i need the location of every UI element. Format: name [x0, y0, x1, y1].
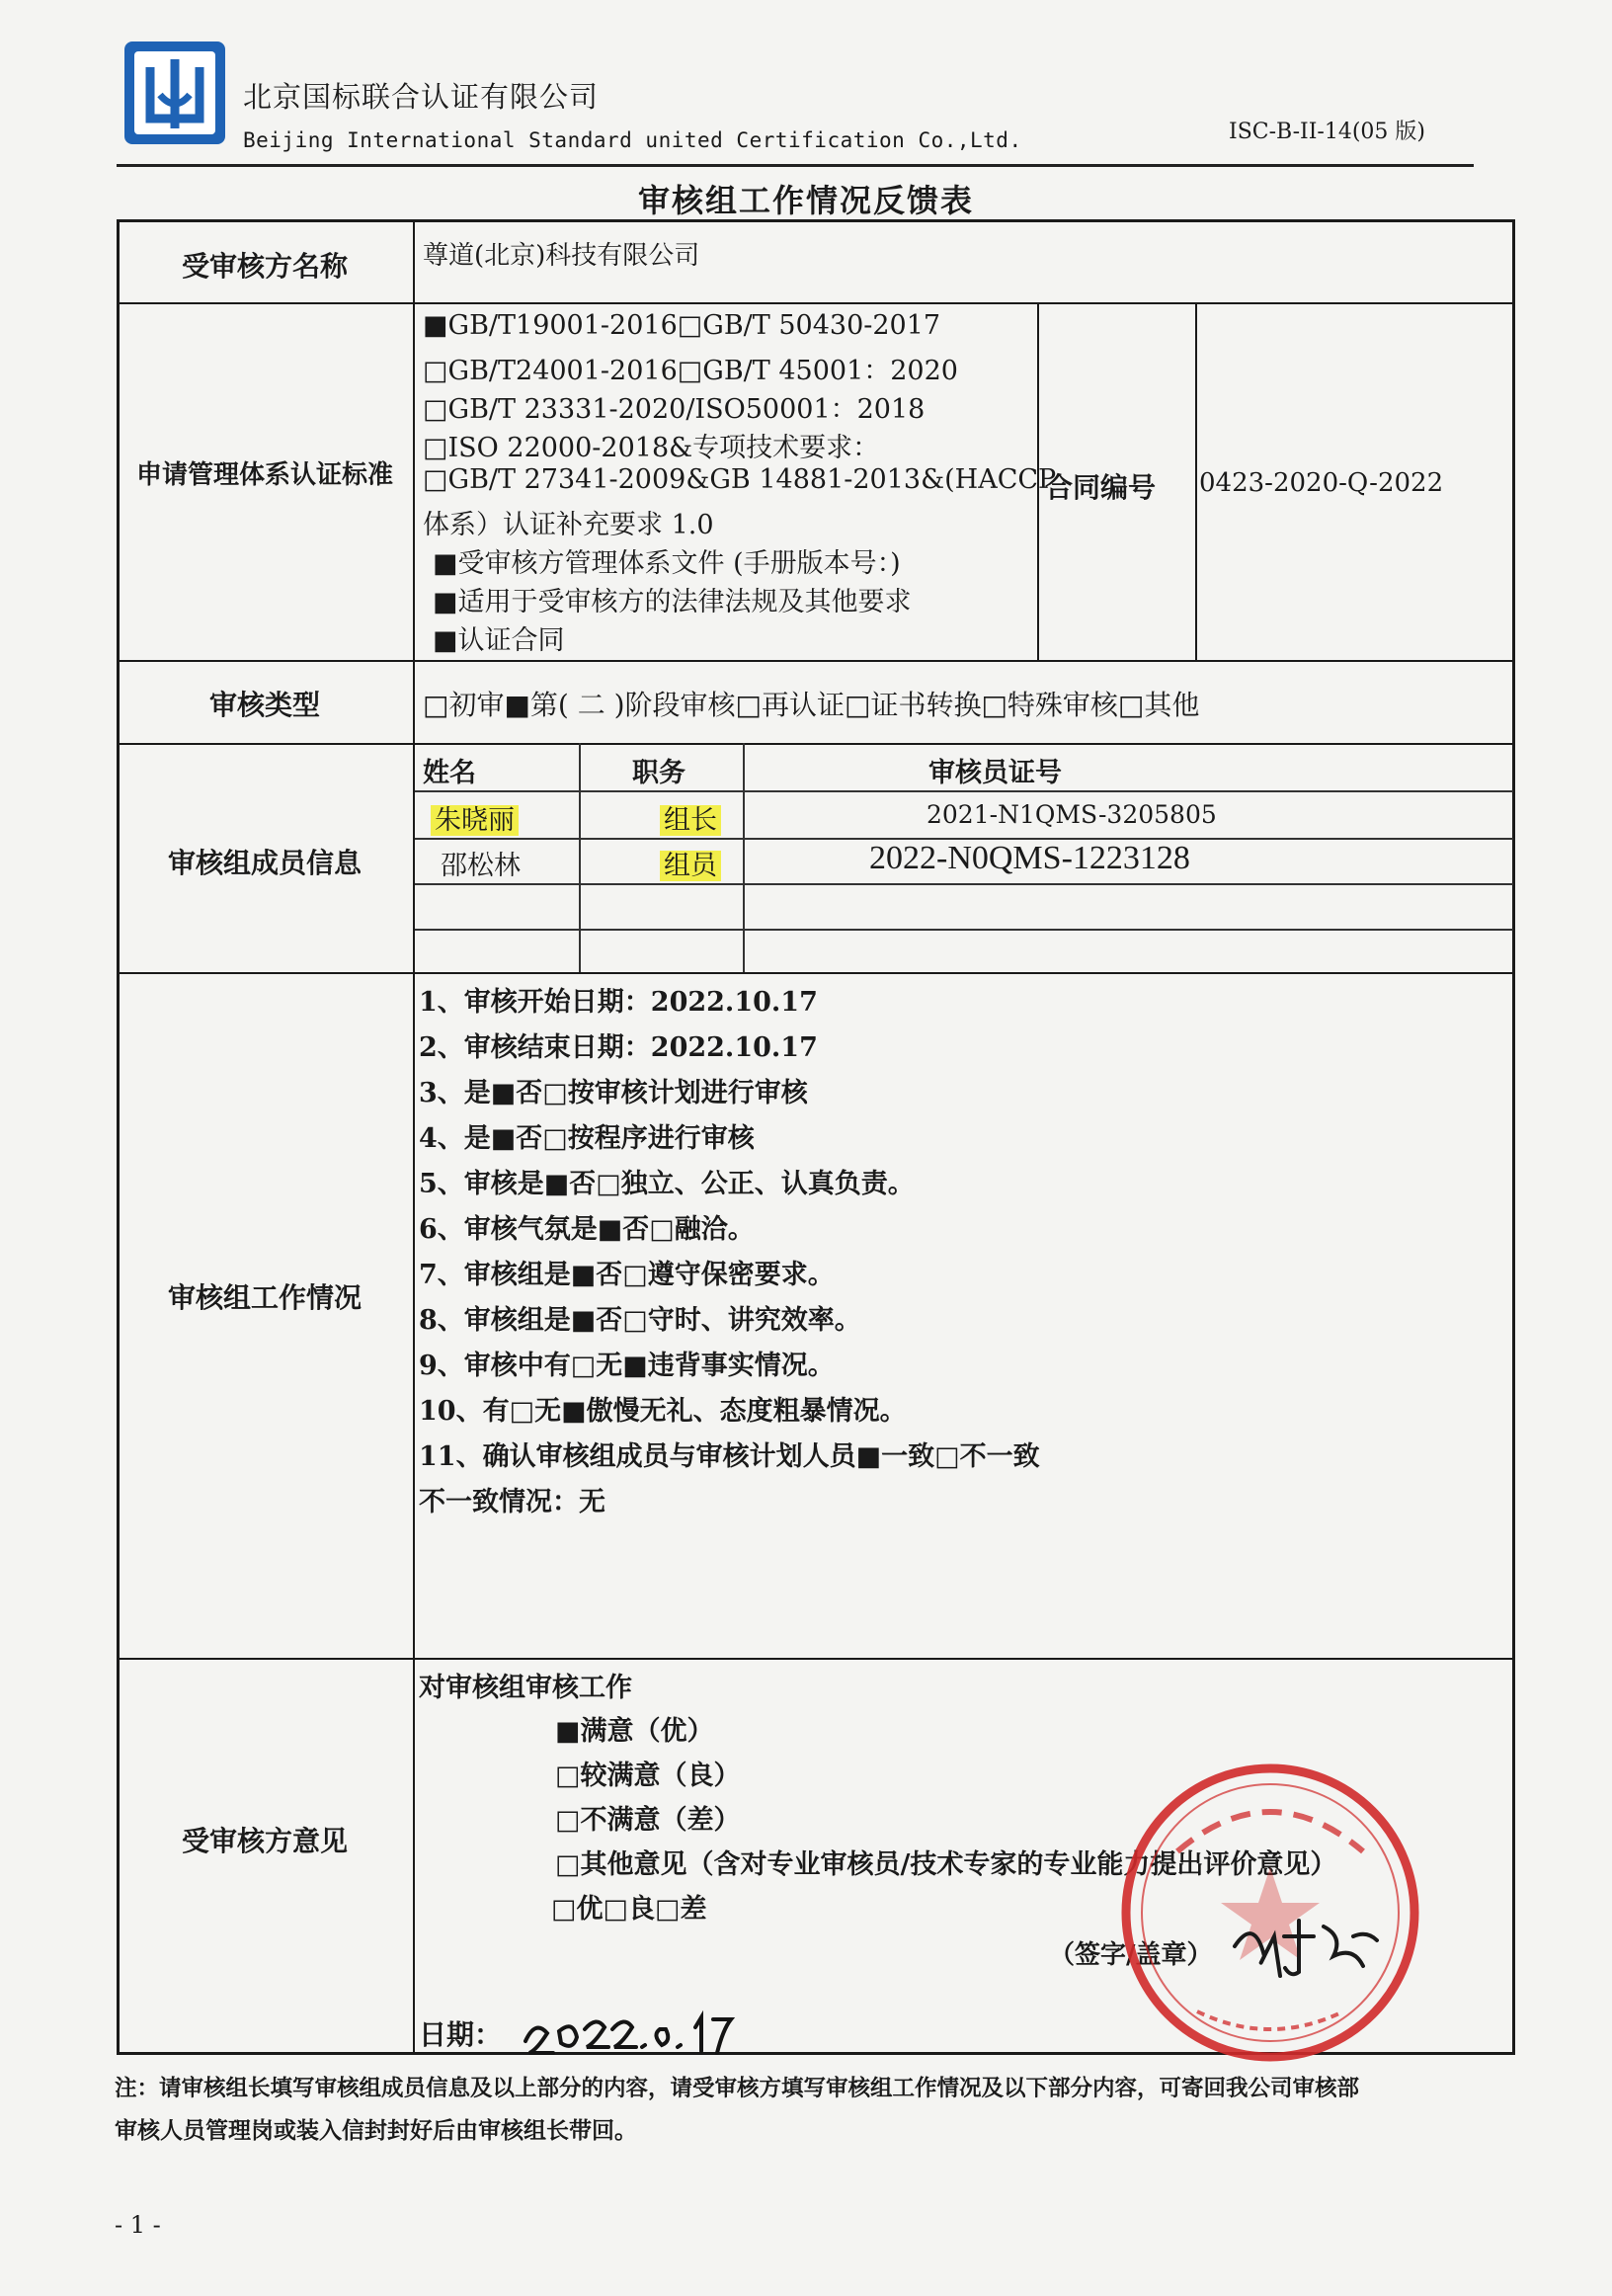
- page-number: - 1 -: [115, 2211, 161, 2239]
- audit-type-label: 审核类型: [208, 689, 320, 721]
- work-item: 4、是■否□按程序进行审核: [419, 1123, 755, 1154]
- work-item: 8、审核组是■否□守时、讲究效率。: [419, 1305, 861, 1336]
- company-logo-icon: [121, 38, 229, 148]
- opinion-option: ■满意（优）: [555, 1716, 714, 1747]
- standard-line: □ISO 22000-2018&专项技术要求：: [423, 433, 880, 463]
- standard-line: ■认证合同: [433, 625, 565, 656]
- standard-line: □GB/T24001-2016□GB/T 45001：2020: [423, 356, 958, 386]
- footnote-line: 审核人员管理岗或装入信封封好后由审核组长带回。: [115, 2117, 637, 2144]
- work-item: 5、审核是■否□独立、公正、认真负责。: [419, 1169, 915, 1199]
- work-item: 11、确认审核组成员与审核计划人员■一致□不一致: [419, 1441, 1040, 1472]
- work-item: 3、是■否□按审核计划进行审核: [419, 1078, 808, 1108]
- contract-number-value: 0423-2020-Q-2022: [1199, 468, 1444, 498]
- signature-label: （签字/盖章）: [1049, 1940, 1213, 1970]
- standard-line: □GB/T 27341-2009&GB 14881-2013&(HACCP: [423, 464, 1057, 495]
- contract-number-label: 合同编号: [1045, 471, 1157, 504]
- work-item: 7、审核组是■否□遵守保密要求。: [419, 1260, 835, 1290]
- member-col-divider: [743, 743, 745, 972]
- member-name: 朱晓丽: [431, 798, 519, 837]
- opinion-label: 受审核方意见: [181, 1825, 348, 1857]
- member-header-name: 姓名: [423, 758, 476, 788]
- row-divider: [117, 660, 1515, 662]
- row-divider: [117, 743, 1515, 745]
- member-cert: 2021-N1QMS-3205805: [927, 800, 1217, 829]
- row-divider: [117, 1658, 1515, 1660]
- member-col-divider: [579, 743, 581, 972]
- opinion-option: □其他意见（含对专业审核员/技术专家的专业能力提出评价意见）: [555, 1849, 1337, 1880]
- auditee-name-value: 尊道(北京)科技有限公司: [423, 241, 700, 271]
- members-label: 审核组成员信息: [167, 847, 362, 879]
- handwritten-date: [520, 2002, 737, 2061]
- opinion-option: □不满意（差）: [555, 1805, 741, 1836]
- header-divider: [117, 164, 1474, 167]
- member-header-role: 职务: [632, 758, 685, 788]
- row-divider: [117, 972, 1515, 974]
- opinion-option: □优□良□差: [551, 1894, 707, 1925]
- standard-line: ■受审核方管理体系文件 (手册版本号：): [433, 548, 901, 579]
- member-cert: 2022-N0QMS-1223128: [869, 840, 1190, 876]
- audit-type-value: □初审■第( 二 )阶段审核□再认证□证书转换□特殊审核□其他: [423, 689, 1200, 721]
- member-role: 组长: [660, 798, 721, 837]
- company-name-en: Beijing International Standard united Certification Co.,Ltd.: [243, 128, 1022, 152]
- opinion-option: □较满意（良）: [555, 1761, 741, 1791]
- member-name: 邵松林: [441, 851, 521, 881]
- auditee-name-label: 受审核方名称: [181, 250, 348, 283]
- footnote-line: 注：请审核组长填写审核组成员信息及以上部分的内容，请受审核方填写审核组工作情况及以下部分内容，可寄回我公司审核部: [115, 2076, 1360, 2101]
- work-item: 6、审核气氛是■否□融洽。: [419, 1214, 755, 1245]
- standard-line: ■GB/T19001-2016□GB/T 50430-2017: [423, 310, 941, 341]
- work-item: 不一致情况：无: [419, 1487, 605, 1517]
- standards-label: 申请管理体系认证标准: [135, 460, 393, 490]
- opinion-heading: 对审核组审核工作: [419, 1673, 632, 1703]
- member-header-cert: 审核员证号: [928, 758, 1062, 788]
- work-item: 9、审核中有□无■违背事实情况。: [419, 1351, 835, 1381]
- work-item: 1、审核开始日期：2022.10.17: [419, 987, 818, 1018]
- column-divider: [1195, 302, 1197, 660]
- form-code: ISC-B-II-14(05 版): [1229, 120, 1425, 144]
- standard-line: □GB/T 23331-2020/ISO50001：2018: [423, 394, 926, 425]
- standard-line: ■适用于受审核方的法律法规及其他要求: [433, 587, 912, 617]
- work-label: 审核组工作情况: [167, 1281, 362, 1314]
- date-label: 日期：: [419, 2018, 503, 2051]
- member-role: 组员: [660, 844, 721, 882]
- row-divider: [117, 302, 1515, 304]
- standard-line: 体系）认证补充要求 1.0: [423, 510, 714, 540]
- label-column-divider: [413, 219, 415, 2055]
- company-name-cn: 北京国标联合认证有限公司: [243, 80, 600, 114]
- work-item: 2、审核结束日期：2022.10.17: [419, 1032, 818, 1063]
- document-title: 审核组工作情况反馈表: [637, 182, 974, 219]
- work-item: 10、有□无■傲慢无礼、态度粗暴情况。: [419, 1396, 907, 1427]
- handwritten-signature: [1225, 1907, 1393, 1986]
